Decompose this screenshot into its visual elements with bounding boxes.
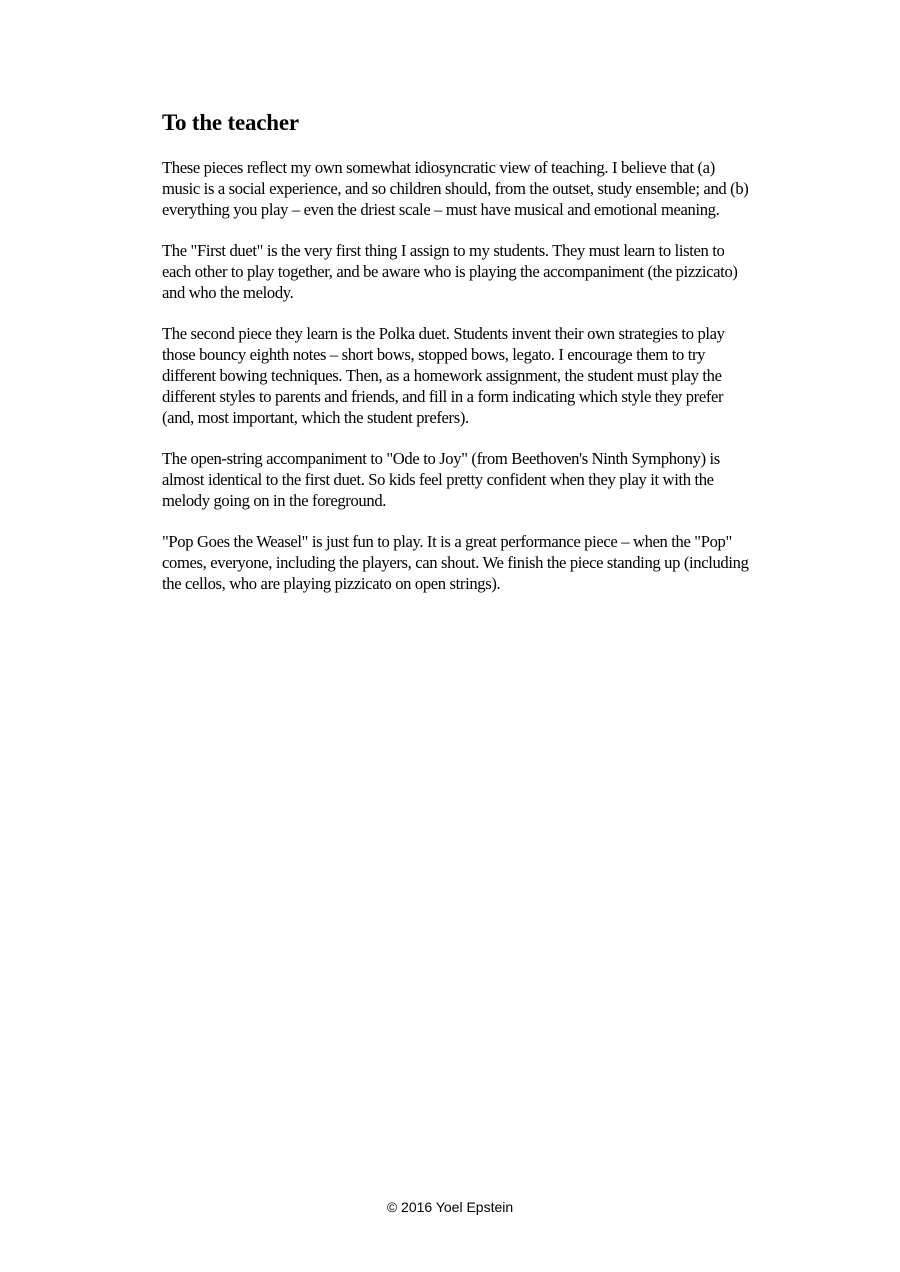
- paragraph-polka-duet: The second piece they learn is the Polka duet. Students invent their own strategies to play those bouncy eighth notes – short bows, stopped bows, legato. I encourage them to try different bowing techniques. Then, as a homework assignment, the student must play the different styles to parents and friends, and fill in a form indicating which style they prefer (and, most important, which the student prefers).: [162, 324, 725, 427]
- paragraph-first-duet: The "First duet" is the very first thing I assign to my students. They must learn to listen to each other to play together, and be aware who is playing the accompaniment (the pizzicato) and who the melody.: [162, 241, 738, 302]
- document-body: [162, 108, 752, 616]
- paragraph-intro: These pieces reflect my own somewhat idiosyncratic view of teaching. I believe that (a) music is a social experience, and so children should, from the outset, study ensemble; and (b) everything you play – even the driest scale – must have musical and emotional meaning.: [162, 158, 749, 219]
- paragraph-ode-to-joy: The open-string accompaniment to "Ode to Joy" (from Beethoven's Ninth Symphony) is almost identical to the first duet. So kids feel pretty confident when they play it with the melody going on in the foreground.: [162, 449, 720, 510]
- paragraph-pop-goes-the-weasel: "Pop Goes the Weasel" is just fun to play. It is a great performance piece – when the "Pop" comes, everyone, including the players, can shout. We finish the piece standing up (including the cellos, who are playing pizzicato on open strings).: [162, 532, 749, 593]
- page-title: To the teacher: [162, 110, 299, 135]
- copyright-footer: © 2016 Yoel Epstein: [386, 1199, 514, 1215]
